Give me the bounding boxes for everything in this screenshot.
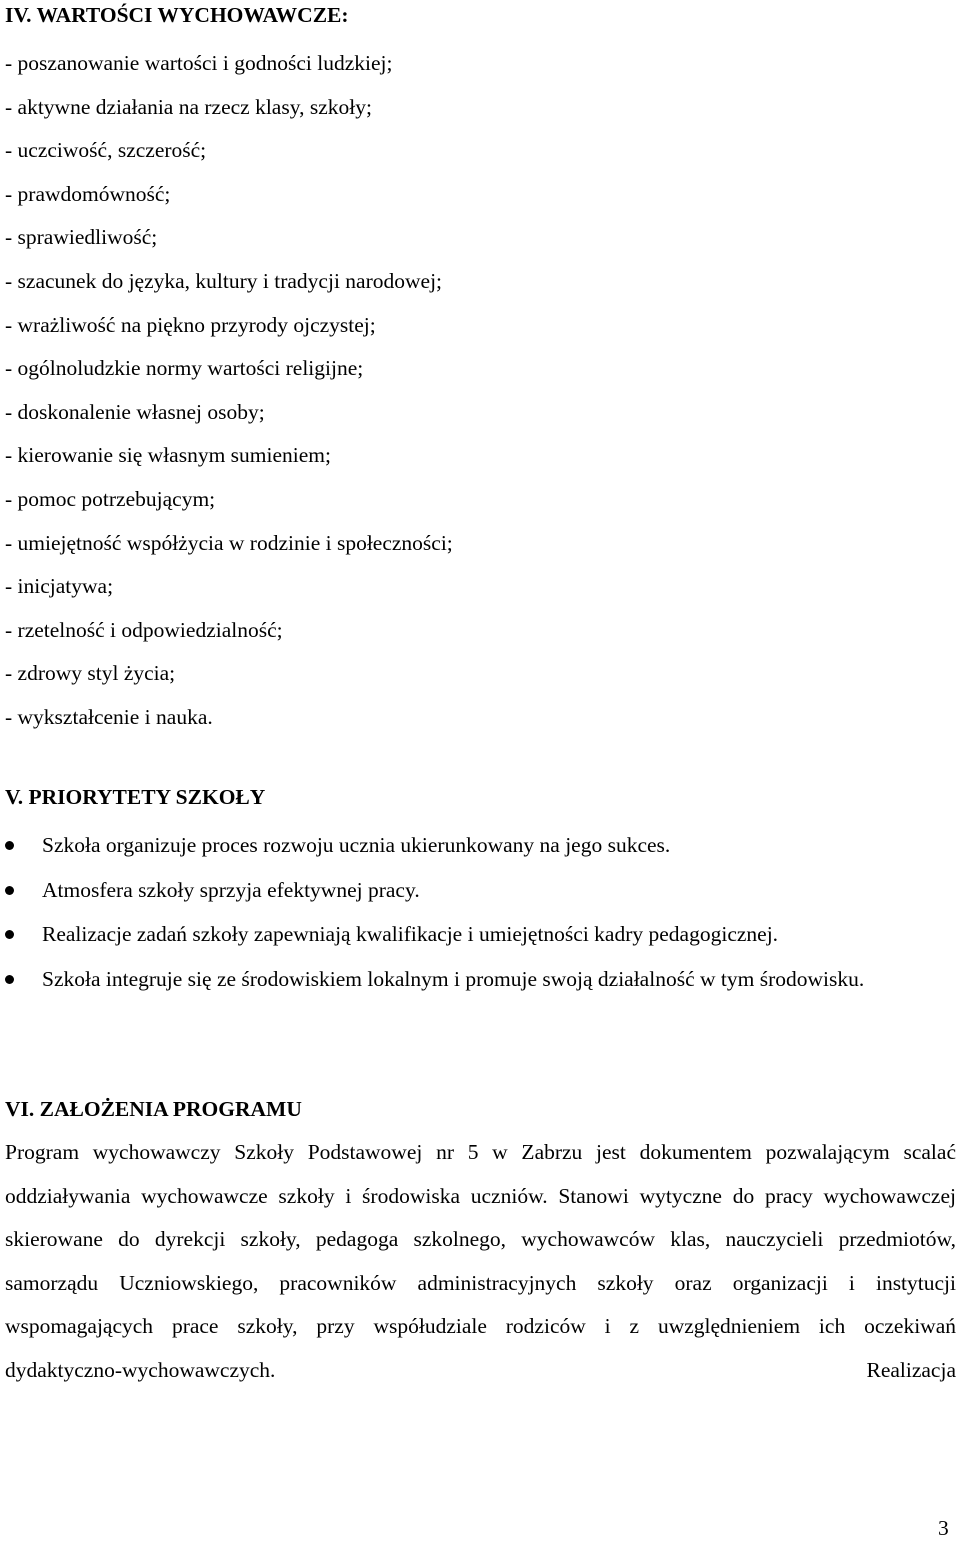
list-item: - wrażliwość na piękno przyrody ojczystej;: [5, 312, 376, 337]
list-item: - inicjatywa;: [5, 574, 114, 599]
list-item: - kierowanie się własnym sumieniem;: [5, 443, 332, 468]
page-number: 3: [938, 1516, 949, 1540]
list-item: - uczciwość, szczerość;: [5, 138, 207, 163]
list-item: - poszanowanie wartości i godności ludzkiej;: [5, 51, 393, 75]
list-item: - rzetelność i odpowiedzialność;: [5, 617, 283, 642]
list-item: - aktywne działania na rzecz klasy, szkoły;: [5, 94, 372, 119]
list-item: - pomoc potrzebującym;: [5, 486, 216, 511]
list-item: - sprawiedliwość;: [5, 225, 158, 250]
list-item: - ogólnoludzkie normy wartości religijne;: [5, 356, 364, 381]
bullet-item-text: Szkoła integruje się ze środowiskiem lokalnym i promuje swoją działalność w tym środowisku.: [42, 966, 865, 991]
bullet-icon: [5, 841, 14, 850]
bullet-icon: [5, 886, 14, 895]
section-heading-priorities: V. PRIORYTETY SZKOŁY: [5, 785, 266, 809]
priorities-list: [0, 823, 960, 1001]
list-item: - prawdomówność;: [5, 181, 171, 206]
bullet-item-text: Szkoła organizuje proces rozwoju ucznia ukierunkowany na jego sukces.: [42, 833, 671, 857]
list-item: - zdrowy styl życia;: [5, 661, 176, 686]
section-heading-assumptions: VI. ZAŁOŻENIA PROGRAMU: [5, 1097, 302, 1121]
bullet-icon: [5, 930, 14, 939]
bullet-item: [0, 957, 958, 1002]
list-item: - umiejętność współżycia w rodzinie i społeczności;: [5, 530, 453, 555]
values-list: [5, 42, 453, 740]
bullet-item: [0, 823, 958, 868]
bullet-item: [0, 912, 958, 957]
list-item: - wykształcenie i nauka.: [5, 704, 213, 729]
list-item: - doskonalenie własnej osoby;: [5, 399, 265, 424]
bullet-item-text: Atmosfera szkoły sprzyja efektywnej pracy.: [42, 877, 420, 902]
assumptions-paragraph: Program wychowawczy Szkoły Podstawowej nr 5 w Zabrzu jest dokumentem pozwalającym scalać oddziaływania wychowawcze szkoły i środowiska uczniów. Stanowi wytyczne do pracy wychowawczej skierowane do dyrekcji szkoły, pedagoga szkolnego, wychowawców klas, nauczycieli przedmiotów, samorządu Uczniowskiego, pracowników administracyjnych szkoły oraz organizacji i instytucji wspomagających prace szkoły, przy współudziale rodziców i z uwzględnieniem ich oczekiwań dydaktyczno-wychowawczych. Realizacja: [5, 1140, 956, 1382]
bullet-icon: [5, 975, 14, 984]
bullet-item: [0, 868, 958, 913]
section-heading-values: IV. WARTOŚCI WYCHOWAWCZE:: [5, 3, 349, 27]
list-item: - szacunek do języka, kultury i tradycji narodowej;: [5, 268, 443, 293]
bullet-item-text: Realizacje zadań szkoły zapewniają kwalifikacje i umiejętności kadry pedagogicznej.: [42, 922, 779, 946]
